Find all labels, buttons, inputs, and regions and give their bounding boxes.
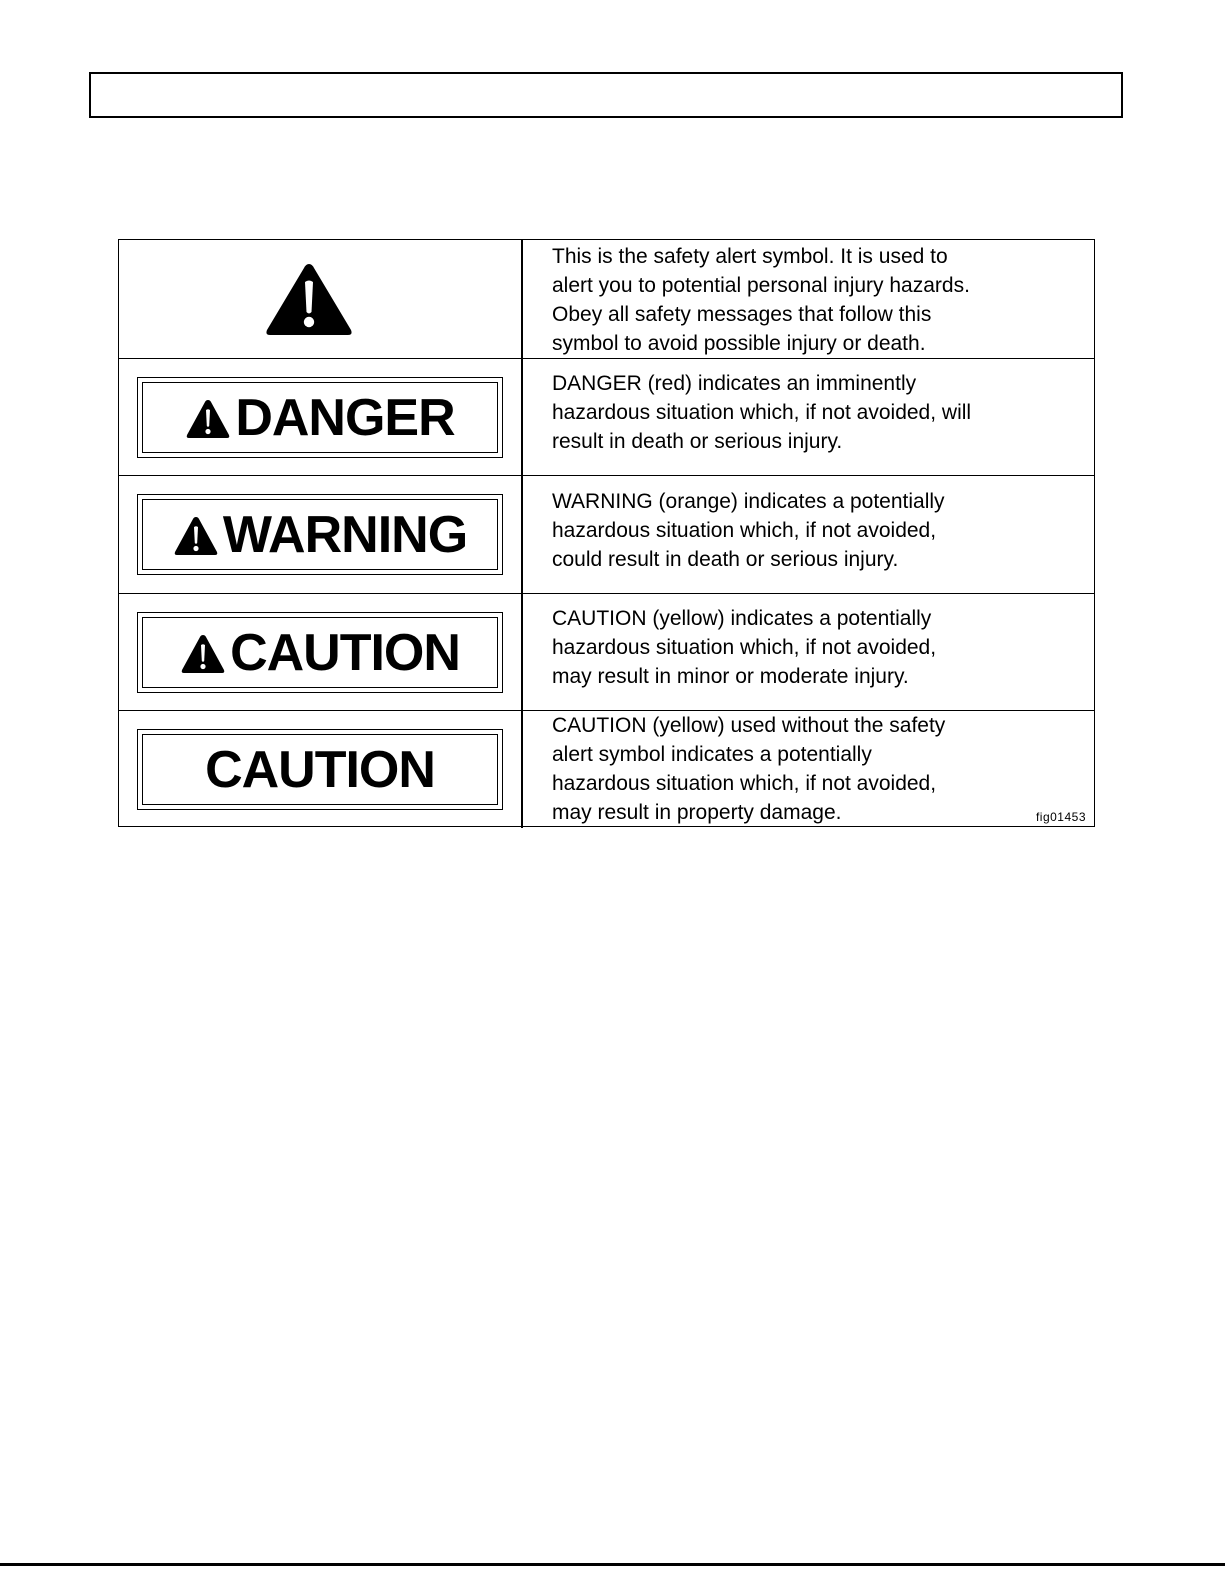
sign-word: CAUTION (230, 623, 460, 682)
table-row-caution-no-symbol (119, 710, 1094, 828)
description-cell (552, 711, 1088, 828)
description-line: This is the safety alert symbol. It is used to (552, 245, 948, 268)
description-line: WARNING (orange) indicates a potentially (552, 490, 945, 513)
safety-alert-icon (263, 260, 355, 338)
symbol-cell (119, 359, 521, 475)
sign-word: WARNING (222, 505, 468, 564)
description-cell (552, 476, 1088, 604)
sign-inner-border (142, 382, 498, 453)
description-cell (552, 359, 1088, 485)
caution-sign (137, 612, 503, 693)
caution-sign-no-symbol (137, 729, 503, 810)
safety-alert-icon (173, 515, 219, 557)
figure-label: fig01453 (1035, 810, 1086, 824)
table-row-caution (119, 593, 1094, 710)
warning-sign (137, 494, 503, 575)
description-line: hazardous situation which, if not avoided, (552, 636, 937, 659)
description-line: symbol to avoid possible injury or death. (552, 332, 926, 355)
symbol-cell (119, 711, 521, 828)
table-row-alert-symbol (119, 240, 1094, 358)
sign-inner-border (142, 617, 498, 688)
description-line: alert you to potential personal injury hazards. (552, 274, 970, 297)
danger-sign (137, 377, 503, 458)
symbol-cell (119, 476, 521, 593)
column-divider (521, 594, 523, 710)
sign-inner-border (142, 499, 498, 570)
description-line: alert symbol indicates a potentially (552, 743, 872, 766)
column-divider (521, 711, 523, 828)
description-cell (552, 240, 1088, 360)
description-line: may result in property damage. (552, 801, 842, 824)
description-line: could result in death or serious injury. (552, 548, 899, 571)
description-line: DANGER (red) indicates an imminently (552, 372, 917, 395)
sign-word: DANGER (235, 388, 455, 447)
description-line: CAUTION (yellow) indicates a potentially (552, 607, 932, 630)
safety-alert-icon (180, 633, 226, 675)
column-divider (521, 359, 523, 475)
symbol-cell (119, 594, 521, 710)
description-line: Obey all safety messages that follow this (552, 303, 932, 326)
description-line: hazardous situation which, if not avoided, will (552, 401, 972, 424)
description-line: hazardous situation which, if not avoided, (552, 772, 937, 795)
description-line: result in death or serious injury. (552, 430, 843, 453)
sign-word: CAUTION (205, 740, 435, 799)
safety-alert-icon (185, 398, 231, 440)
safety-signal-table (118, 239, 1095, 827)
description-line: may result in minor or moderate injury. (552, 665, 909, 688)
description-line: hazardous situation which, if not avoided, (552, 519, 937, 542)
bottom-rule (0, 1563, 1225, 1566)
table-row-warning (119, 475, 1094, 593)
description-cell (552, 594, 1088, 720)
table-row-danger (119, 358, 1094, 475)
column-divider (521, 476, 523, 593)
header-box (89, 72, 1123, 118)
description-line: CAUTION (yellow) used without the safety (552, 714, 946, 737)
column-divider (521, 240, 523, 358)
sign-inner-border (142, 734, 498, 805)
symbol-cell (119, 240, 521, 358)
